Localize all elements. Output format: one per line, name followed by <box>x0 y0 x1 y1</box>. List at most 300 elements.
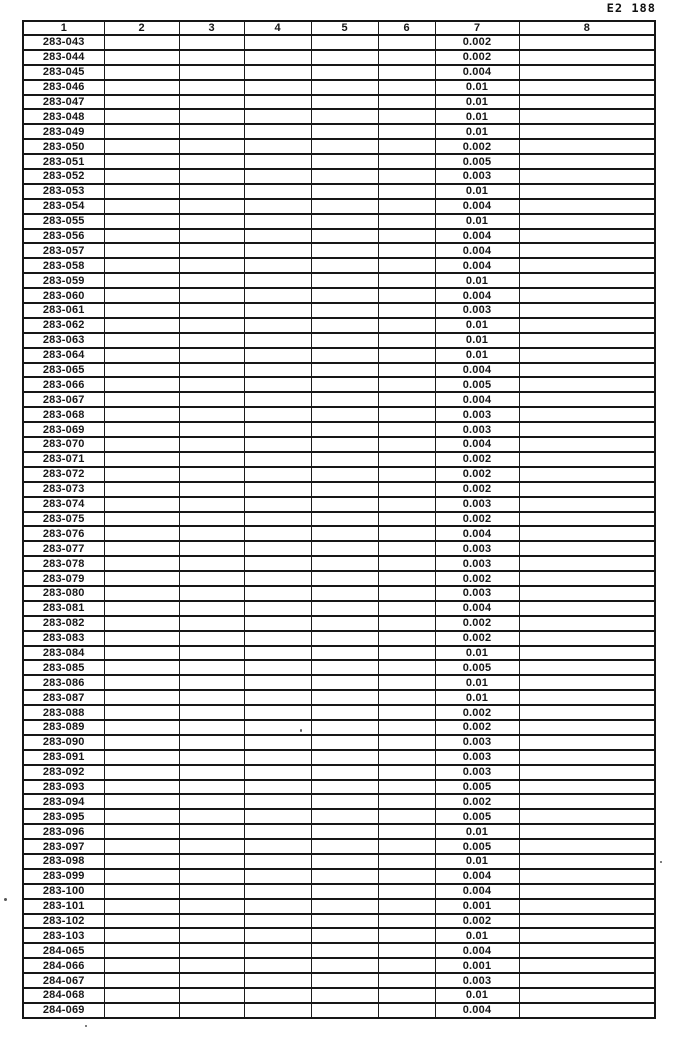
cell-empty <box>104 273 179 288</box>
cell-empty <box>519 199 655 214</box>
cell-sample-id: 283-055 <box>23 214 104 229</box>
cell-empty <box>519 363 655 378</box>
cell-empty <box>311 973 378 988</box>
cell-empty <box>179 348 244 363</box>
cell-sample-id: 283-087 <box>23 690 104 705</box>
cell-empty <box>519 288 655 303</box>
cell-empty <box>519 377 655 392</box>
cell-sample-id: 283-098 <box>23 854 104 869</box>
cell-empty <box>378 199 435 214</box>
cell-sample-id: 283-088 <box>23 705 104 720</box>
column-header: 5 <box>311 21 378 35</box>
cell-empty <box>378 80 435 95</box>
cell-empty <box>104 660 179 675</box>
table-row <box>23 348 655 363</box>
cell-result-value: 0.003 <box>435 765 519 780</box>
cell-empty <box>104 794 179 809</box>
cell-empty <box>179 735 244 750</box>
cell-empty <box>104 348 179 363</box>
cell-empty <box>104 556 179 571</box>
table-row <box>23 809 655 824</box>
cell-empty <box>179 214 244 229</box>
cell-empty <box>179 973 244 988</box>
cell-empty <box>244 273 311 288</box>
cell-empty <box>179 556 244 571</box>
cell-empty <box>104 392 179 407</box>
cell-empty <box>519 512 655 527</box>
cell-result-value: 0.01 <box>435 646 519 661</box>
cell-empty <box>179 318 244 333</box>
cell-result-value: 0.005 <box>435 660 519 675</box>
table-row <box>23 794 655 809</box>
cell-empty <box>104 437 179 452</box>
cell-empty <box>179 720 244 735</box>
cell-empty <box>104 541 179 556</box>
cell-empty <box>311 854 378 869</box>
cell-empty <box>244 586 311 601</box>
table-row <box>23 318 655 333</box>
cell-empty <box>378 646 435 661</box>
table-row <box>23 541 655 556</box>
table-row <box>23 482 655 497</box>
cell-sample-id: 283-044 <box>23 50 104 65</box>
cell-empty <box>179 958 244 973</box>
cell-result-value: 0.004 <box>435 363 519 378</box>
cell-empty <box>311 288 378 303</box>
cell-empty <box>519 50 655 65</box>
cell-sample-id: 283-099 <box>23 869 104 884</box>
cell-empty <box>179 884 244 899</box>
table-row <box>23 988 655 1003</box>
cell-empty <box>378 139 435 154</box>
table-row <box>23 184 655 199</box>
cell-empty <box>519 273 655 288</box>
cell-empty <box>519 884 655 899</box>
cell-empty <box>104 601 179 616</box>
cell-result-value: 0.005 <box>435 809 519 824</box>
cell-sample-id: 283-059 <box>23 273 104 288</box>
cell-empty <box>378 452 435 467</box>
cell-empty <box>311 124 378 139</box>
cell-empty <box>179 854 244 869</box>
cell-empty <box>378 65 435 80</box>
cell-result-value: 0.004 <box>435 199 519 214</box>
cell-result-value: 0.004 <box>435 943 519 958</box>
cell-result-value: 0.004 <box>435 869 519 884</box>
cell-empty <box>104 50 179 65</box>
cell-empty <box>311 109 378 124</box>
cell-empty <box>179 258 244 273</box>
cell-empty <box>104 258 179 273</box>
cell-empty <box>378 943 435 958</box>
cell-empty <box>104 973 179 988</box>
cell-empty <box>378 124 435 139</box>
cell-empty <box>244 452 311 467</box>
cell-empty <box>104 482 179 497</box>
cell-sample-id: 283-065 <box>23 363 104 378</box>
cell-result-value: 0.002 <box>435 467 519 482</box>
table-row <box>23 958 655 973</box>
table-row <box>23 377 655 392</box>
cell-empty <box>244 794 311 809</box>
cell-empty <box>244 914 311 929</box>
cell-empty <box>519 705 655 720</box>
cell-result-value: 0.01 <box>435 824 519 839</box>
cell-sample-id: 283-050 <box>23 139 104 154</box>
table-row <box>23 750 655 765</box>
cell-empty <box>311 943 378 958</box>
cell-empty <box>244 988 311 1003</box>
cell-sample-id: 283-051 <box>23 154 104 169</box>
cell-empty <box>519 318 655 333</box>
cell-result-value: 0.002 <box>435 794 519 809</box>
cell-empty <box>104 407 179 422</box>
cell-empty <box>244 303 311 318</box>
cell-empty <box>104 333 179 348</box>
cell-empty <box>311 735 378 750</box>
cell-empty <box>179 333 244 348</box>
cell-empty <box>311 80 378 95</box>
cell-empty <box>378 35 435 50</box>
cell-empty <box>311 928 378 943</box>
cell-sample-id: 283-089 <box>23 720 104 735</box>
cell-empty <box>311 780 378 795</box>
cell-empty <box>378 422 435 437</box>
cell-result-value: 0.005 <box>435 839 519 854</box>
cell-empty <box>378 348 435 363</box>
cell-empty <box>244 154 311 169</box>
cell-empty <box>244 109 311 124</box>
cell-sample-id: 283-054 <box>23 199 104 214</box>
table-row <box>23 899 655 914</box>
cell-empty <box>378 586 435 601</box>
cell-empty <box>311 214 378 229</box>
cell-empty <box>244 973 311 988</box>
cell-empty <box>179 482 244 497</box>
cell-empty <box>311 869 378 884</box>
cell-empty <box>378 333 435 348</box>
cell-result-value: 0.01 <box>435 80 519 95</box>
cell-result-value: 0.004 <box>435 258 519 273</box>
cell-result-value: 0.003 <box>435 735 519 750</box>
cell-empty <box>244 765 311 780</box>
cell-empty <box>519 109 655 124</box>
cell-empty <box>179 616 244 631</box>
cell-empty <box>179 497 244 512</box>
cell-empty <box>179 437 244 452</box>
cell-empty <box>519 214 655 229</box>
cell-result-value: 0.003 <box>435 556 519 571</box>
table-row <box>23 973 655 988</box>
cell-sample-id: 283-046 <box>23 80 104 95</box>
cell-empty <box>519 392 655 407</box>
scan-speck <box>660 861 662 863</box>
table-row <box>23 169 655 184</box>
cell-sample-id: 283-103 <box>23 928 104 943</box>
cell-result-value: 0.004 <box>435 1003 519 1018</box>
cell-empty <box>104 288 179 303</box>
cell-empty <box>179 705 244 720</box>
cell-empty <box>179 586 244 601</box>
table-row <box>23 675 655 690</box>
cell-empty <box>179 392 244 407</box>
table-row <box>23 288 655 303</box>
cell-empty <box>244 229 311 244</box>
table-row <box>23 139 655 154</box>
cell-empty <box>104 422 179 437</box>
cell-empty <box>244 422 311 437</box>
cell-result-value: 0.01 <box>435 675 519 690</box>
cell-empty <box>311 809 378 824</box>
cell-sample-id: 283-063 <box>23 333 104 348</box>
cell-empty <box>311 556 378 571</box>
cell-empty <box>311 273 378 288</box>
cell-result-value: 0.003 <box>435 541 519 556</box>
scan-speck <box>4 898 7 901</box>
cell-result-value: 0.01 <box>435 184 519 199</box>
cell-empty <box>519 631 655 646</box>
table-row <box>23 303 655 318</box>
cell-result-value: 0.002 <box>435 720 519 735</box>
cell-empty <box>244 556 311 571</box>
cell-sample-id: 283-081 <box>23 601 104 616</box>
cell-empty <box>311 512 378 527</box>
cell-empty <box>378 809 435 824</box>
cell-empty <box>179 780 244 795</box>
cell-empty <box>244 720 311 735</box>
cell-empty <box>311 333 378 348</box>
cell-result-value: 0.01 <box>435 854 519 869</box>
cell-empty <box>179 675 244 690</box>
cell-result-value: 0.004 <box>435 884 519 899</box>
cell-empty <box>311 720 378 735</box>
cell-empty <box>311 899 378 914</box>
scan-speck <box>300 729 302 732</box>
cell-empty <box>104 958 179 973</box>
cell-empty <box>311 690 378 705</box>
cell-empty <box>311 229 378 244</box>
cell-empty <box>244 258 311 273</box>
cell-result-value: 0.003 <box>435 303 519 318</box>
cell-empty <box>244 958 311 973</box>
cell-empty <box>104 854 179 869</box>
cell-empty <box>244 869 311 884</box>
cell-empty <box>104 243 179 258</box>
table-row <box>23 363 655 378</box>
cell-empty <box>519 154 655 169</box>
cell-result-value: 0.003 <box>435 169 519 184</box>
cell-empty <box>179 229 244 244</box>
cell-empty <box>311 303 378 318</box>
cell-empty <box>519 943 655 958</box>
cell-empty <box>179 377 244 392</box>
cell-empty <box>519 482 655 497</box>
cell-empty <box>179 660 244 675</box>
cell-result-value: 0.01 <box>435 928 519 943</box>
cell-empty <box>179 809 244 824</box>
table-row <box>23 780 655 795</box>
table-row <box>23 869 655 884</box>
cell-empty <box>244 526 311 541</box>
cell-sample-id: 283-060 <box>23 288 104 303</box>
table-row <box>23 422 655 437</box>
cell-empty <box>104 80 179 95</box>
cell-empty <box>311 1003 378 1018</box>
cell-empty <box>244 780 311 795</box>
cell-empty <box>311 958 378 973</box>
cell-empty <box>311 169 378 184</box>
cell-sample-id: 283-100 <box>23 884 104 899</box>
cell-empty <box>244 735 311 750</box>
data-table <box>22 20 656 1019</box>
cell-result-value: 0.01 <box>435 333 519 348</box>
cell-empty <box>378 169 435 184</box>
cell-empty <box>378 392 435 407</box>
cell-empty <box>519 646 655 661</box>
cell-empty <box>311 765 378 780</box>
cell-empty <box>378 303 435 318</box>
cell-empty <box>519 928 655 943</box>
cell-empty <box>179 124 244 139</box>
cell-empty <box>378 407 435 422</box>
cell-empty <box>104 229 179 244</box>
cell-empty <box>378 794 435 809</box>
cell-empty <box>244 675 311 690</box>
table-row <box>23 646 655 661</box>
cell-empty <box>519 988 655 1003</box>
cell-empty <box>378 571 435 586</box>
cell-empty <box>179 526 244 541</box>
cell-empty <box>519 1003 655 1018</box>
cell-empty <box>104 824 179 839</box>
cell-sample-id: 283-083 <box>23 631 104 646</box>
cell-empty <box>244 943 311 958</box>
column-header: 3 <box>179 21 244 35</box>
cell-empty <box>104 943 179 958</box>
cell-result-value: 0.002 <box>435 139 519 154</box>
cell-empty <box>104 616 179 631</box>
cell-result-value: 0.005 <box>435 377 519 392</box>
cell-empty <box>104 169 179 184</box>
cell-empty <box>104 214 179 229</box>
cell-empty <box>244 1003 311 1018</box>
cell-empty <box>519 452 655 467</box>
cell-empty <box>519 571 655 586</box>
cell-empty <box>311 750 378 765</box>
cell-empty <box>104 35 179 50</box>
cell-result-value: 0.003 <box>435 422 519 437</box>
table-row <box>23 124 655 139</box>
table-header-row <box>23 21 655 35</box>
cell-empty <box>311 422 378 437</box>
cell-empty <box>104 809 179 824</box>
cell-result-value: 0.002 <box>435 914 519 929</box>
table-row <box>23 35 655 50</box>
cell-result-value: 0.003 <box>435 973 519 988</box>
table-row <box>23 705 655 720</box>
table-row <box>23 884 655 899</box>
cell-empty <box>104 720 179 735</box>
cell-empty <box>104 452 179 467</box>
cell-empty <box>378 273 435 288</box>
cell-result-value: 0.01 <box>435 348 519 363</box>
table-row <box>23 437 655 452</box>
cell-sample-id: 283-078 <box>23 556 104 571</box>
cell-sample-id: 283-071 <box>23 452 104 467</box>
table-row <box>23 452 655 467</box>
cell-result-value: 0.004 <box>435 392 519 407</box>
cell-sample-id: 283-096 <box>23 824 104 839</box>
cell-empty <box>244 377 311 392</box>
table-row <box>23 720 655 735</box>
cell-result-value: 0.01 <box>435 988 519 1003</box>
cell-sample-id: 283-043 <box>23 35 104 50</box>
cell-empty <box>179 288 244 303</box>
table-row <box>23 586 655 601</box>
table-row <box>23 765 655 780</box>
cell-empty <box>179 199 244 214</box>
cell-empty <box>311 95 378 110</box>
cell-empty <box>104 318 179 333</box>
cell-sample-id: 283-067 <box>23 392 104 407</box>
cell-empty <box>179 943 244 958</box>
table-row <box>23 258 655 273</box>
cell-empty <box>519 854 655 869</box>
cell-empty <box>179 750 244 765</box>
cell-empty <box>311 794 378 809</box>
cell-sample-id: 283-080 <box>23 586 104 601</box>
cell-empty <box>519 95 655 110</box>
cell-empty <box>244 899 311 914</box>
cell-empty <box>179 512 244 527</box>
cell-empty <box>519 35 655 50</box>
cell-empty <box>519 169 655 184</box>
cell-result-value: 0.002 <box>435 616 519 631</box>
cell-sample-id: 284-069 <box>23 1003 104 1018</box>
cell-empty <box>378 824 435 839</box>
cell-empty <box>244 616 311 631</box>
cell-empty <box>378 690 435 705</box>
cell-empty <box>104 512 179 527</box>
cell-empty <box>378 243 435 258</box>
cell-empty <box>378 288 435 303</box>
cell-empty <box>104 690 179 705</box>
cell-empty <box>378 899 435 914</box>
cell-empty <box>244 80 311 95</box>
cell-empty <box>378 928 435 943</box>
cell-empty <box>311 50 378 65</box>
cell-empty <box>179 571 244 586</box>
cell-sample-id: 284-067 <box>23 973 104 988</box>
cell-empty <box>104 914 179 929</box>
cell-empty <box>378 735 435 750</box>
cell-empty <box>104 139 179 154</box>
cell-result-value: 0.002 <box>435 512 519 527</box>
cell-empty <box>519 958 655 973</box>
cell-empty <box>179 184 244 199</box>
cell-result-value: 0.01 <box>435 124 519 139</box>
cell-empty <box>244 169 311 184</box>
cell-empty <box>244 541 311 556</box>
cell-sample-id: 283-093 <box>23 780 104 795</box>
cell-empty <box>104 928 179 943</box>
cell-empty <box>244 839 311 854</box>
cell-empty <box>378 720 435 735</box>
cell-empty <box>179 303 244 318</box>
cell-empty <box>519 437 655 452</box>
table-row <box>23 467 655 482</box>
cell-sample-id: 283-069 <box>23 422 104 437</box>
